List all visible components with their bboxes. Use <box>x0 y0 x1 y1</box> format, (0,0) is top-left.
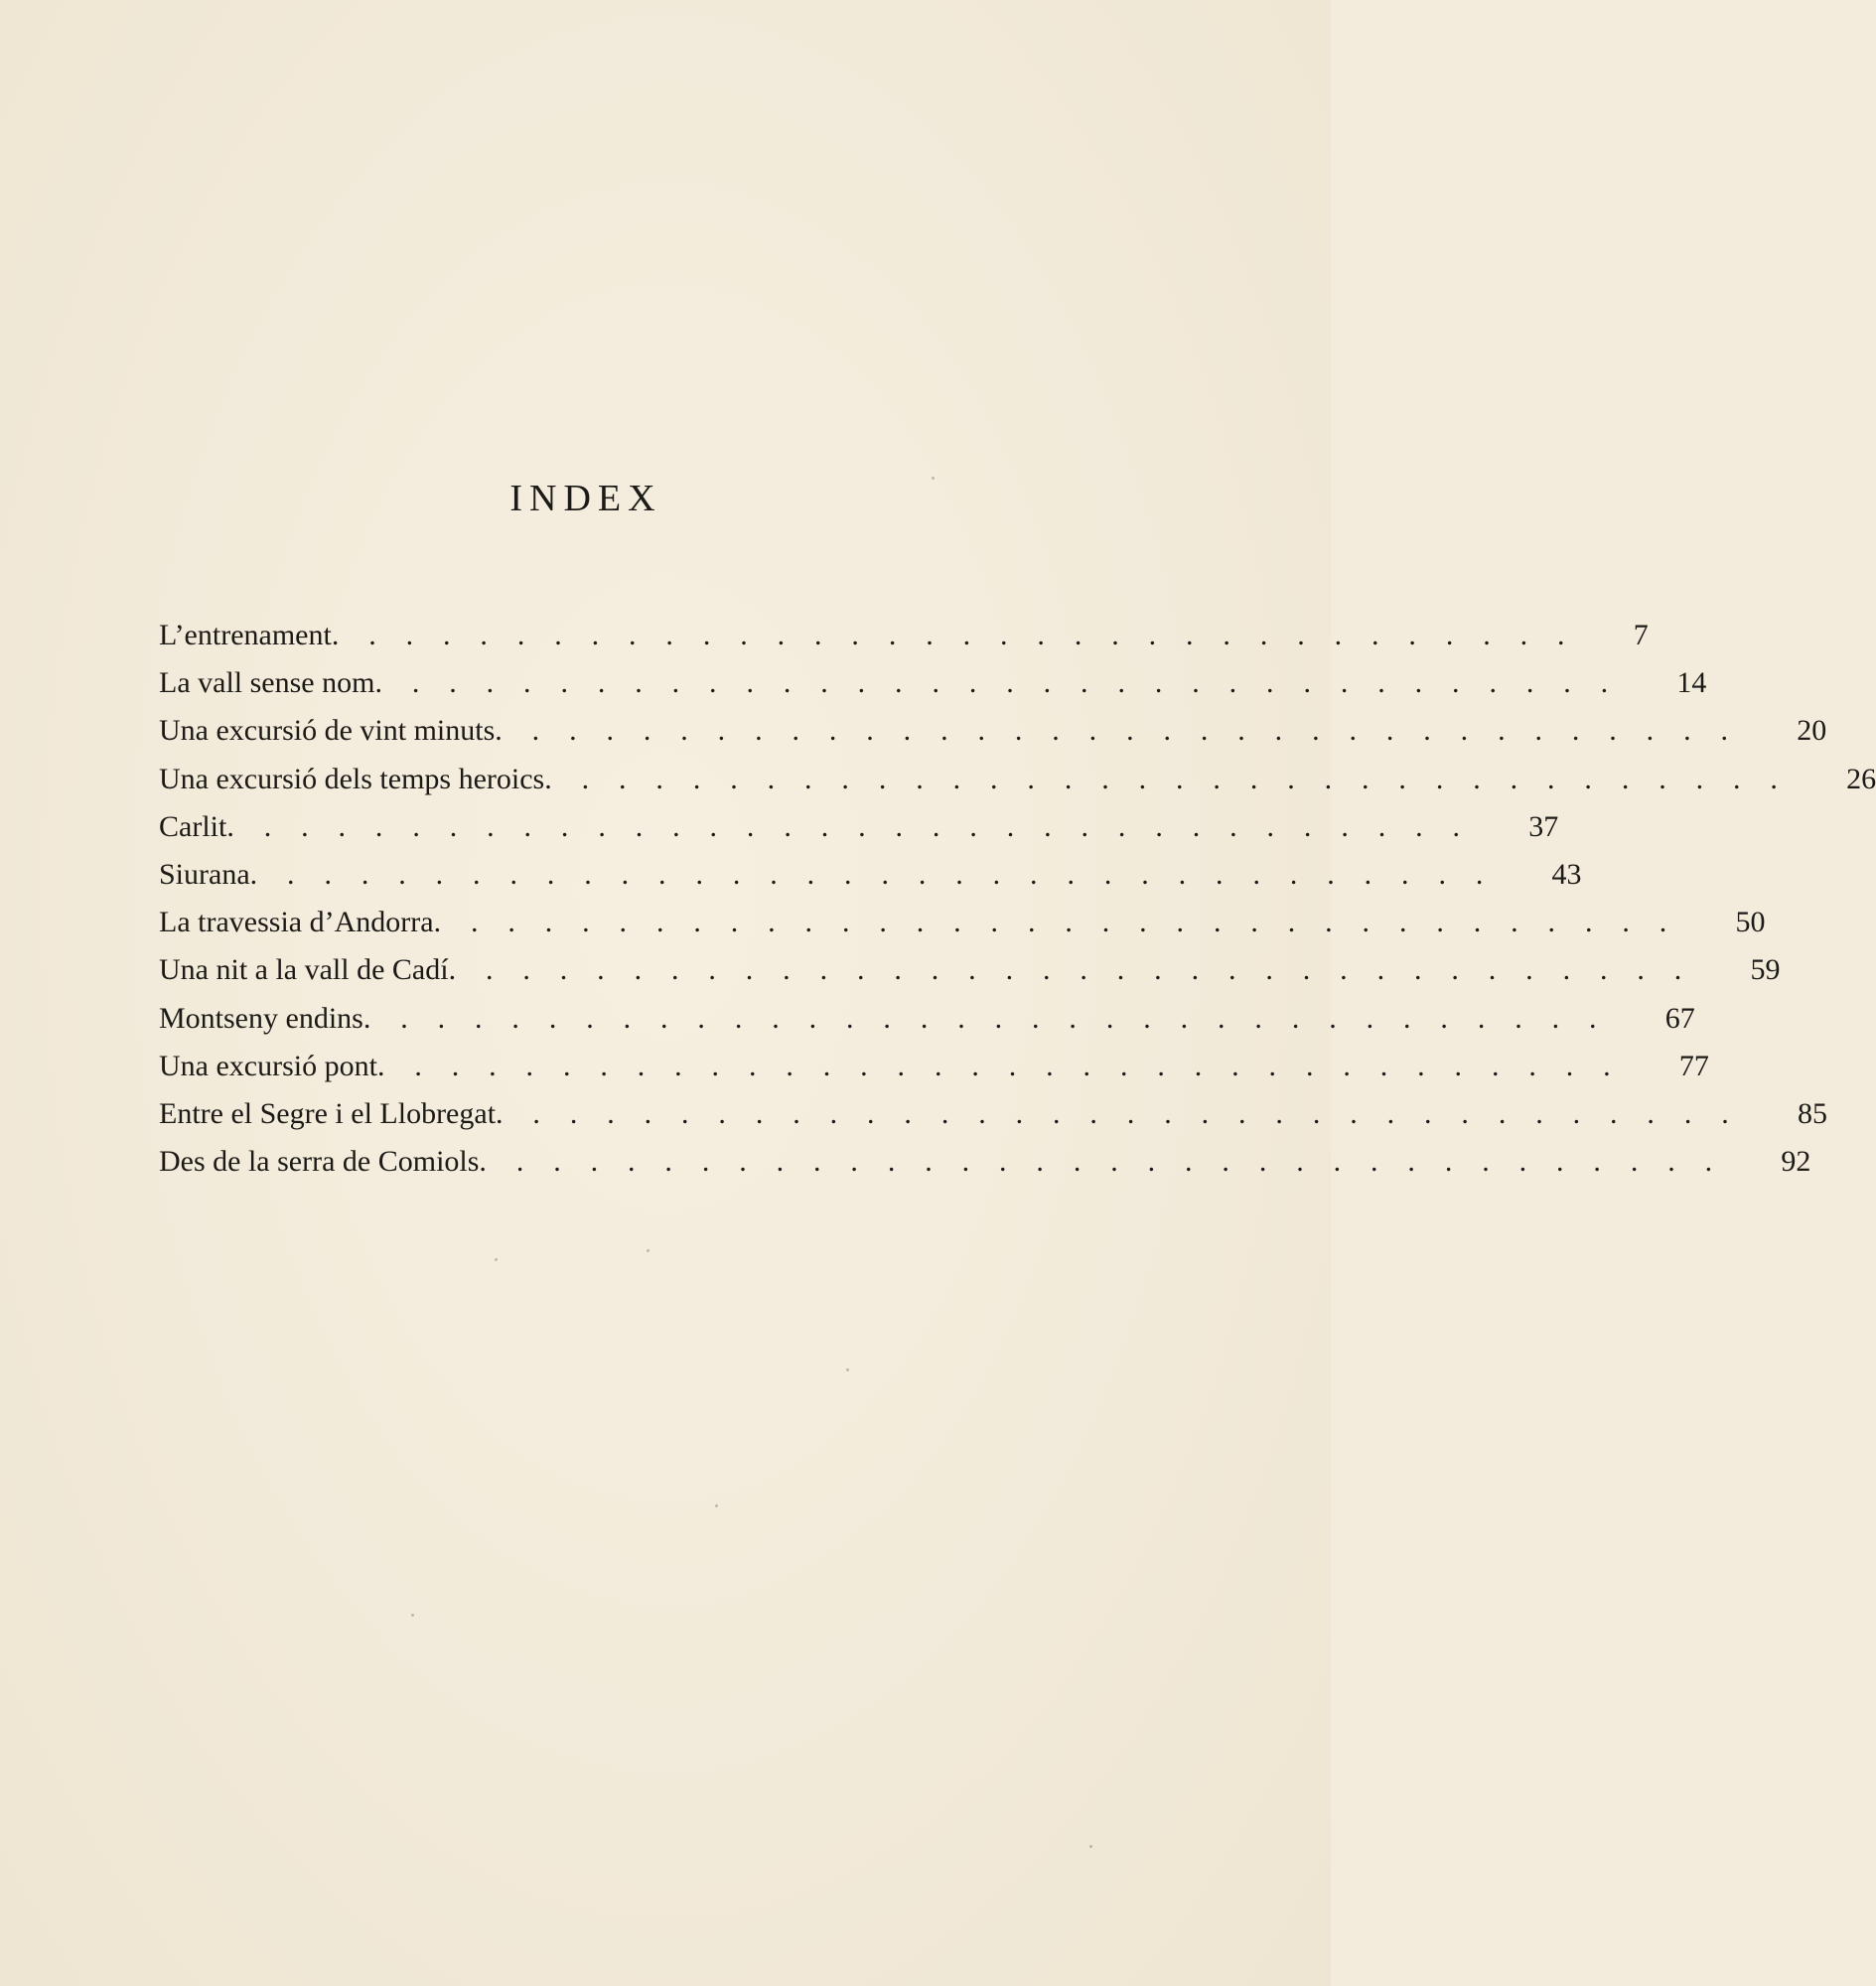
dot-leader: . . . . . . . . . . . . . . . . . . . . . . . . . . . . . . . . . . <box>479 1145 1724 1179</box>
dot-leader: . . . . . . . . . . . . . . . . . . . . . . . . . . . . . . . . . . <box>496 1096 1740 1130</box>
dot-leader: . . . . . . . . . . . . . . . . . . . . . . . . . . . . . . . . . . <box>374 666 1620 700</box>
toc-entry-page: 37 <box>1528 809 1559 843</box>
toc-entry-title: Una excursió de vint minuts <box>159 714 496 748</box>
toc-entry-title: Una nit a la vall de Cadí <box>159 953 449 987</box>
paper-speck <box>495 1258 498 1261</box>
toc-entry-page: 50 <box>1735 906 1766 939</box>
toc-entry[interactable] <box>159 756 1876 803</box>
toc-entry-title: Montseny endins <box>159 1001 363 1035</box>
toc-entry-page: 85 <box>1797 1096 1827 1130</box>
dot-leader: . . . . . . . . . . . . . . . . . . . . . . . . . . . . . . . . . . <box>544 762 1790 795</box>
dot-leader: . . . . . . . . . . . . . . . . . . . . . . . . . . . . . . . . . . <box>226 809 1472 843</box>
dot-leader: . . . . . . . . . . . . . . . . . . . . . . . . . . . . . . . . . . <box>433 906 1678 939</box>
toc-entry[interactable] <box>159 899 1766 946</box>
paper-speck <box>846 1368 849 1371</box>
paper-speck <box>647 1249 649 1252</box>
toc-entry-page: 77 <box>1678 1049 1709 1082</box>
toc-entry-page: 20 <box>1797 714 1827 748</box>
paper-speck <box>715 1504 718 1507</box>
toc-entry[interactable] <box>159 659 1707 707</box>
toc-entry-title: Des de la serra de Comiols <box>159 1145 480 1179</box>
table-of-contents <box>159 612 1876 1186</box>
toc-entry-title: Entre el Segre i el Llobregat <box>159 1096 497 1130</box>
toc-entry-page: 14 <box>1676 666 1707 700</box>
dot-leader: . . . . . . . . . . . . . . . . . . . . . . . . . . . . . . . . . . <box>249 857 1495 891</box>
toc-entry-title: Una excursió pont <box>159 1049 377 1082</box>
paper-speck <box>932 477 935 480</box>
toc-entry-page: 67 <box>1664 1001 1695 1035</box>
toc-entry-title: Una excursió dels temps heroics <box>159 762 545 795</box>
toc-entry-title: La vall sense nom <box>159 666 375 700</box>
dot-leader: . . . . . . . . . . . . . . . . . . . . . . . . . . . . . . . . . . <box>448 953 1693 987</box>
dot-leader: . . . . . . . . . . . . . . . . . . . . . . . . . . . . . . . . . . <box>376 1049 1622 1082</box>
page-title: INDEX <box>509 478 662 519</box>
toc-entry-title: L’entrenament <box>159 619 332 651</box>
paper-speck <box>411 1614 414 1617</box>
toc-entry-title: La travessia d’Andorra <box>159 906 434 939</box>
toc-entry[interactable] <box>159 803 1559 851</box>
toc-entry-title: Carlit <box>159 809 227 843</box>
paper-speck <box>1089 1845 1092 1848</box>
toc-entry-page: 92 <box>1781 1145 1811 1179</box>
toc-entry[interactable] <box>159 851 1582 899</box>
dot-leader: . . . . . . . . . . . . . . . . . . . . . . . . . . . . . . . . . . <box>495 714 1740 748</box>
dot-leader: . . . . . . . . . . . . . . . . . . . . . . . . . . . . . . . . . . <box>362 1001 1608 1035</box>
toc-entry[interactable] <box>159 1090 1827 1138</box>
toc-entry-page: 59 <box>1750 953 1781 987</box>
toc-entry[interactable] <box>159 1043 1709 1090</box>
toc-entry-page: 43 <box>1551 857 1582 891</box>
toc-entry-page: 26 <box>1846 762 1876 795</box>
toc-entry[interactable] <box>159 1138 1811 1186</box>
toc-entry[interactable] <box>159 995 1695 1043</box>
toc-entry[interactable] <box>159 612 1649 659</box>
toc-entry[interactable] <box>159 946 1781 994</box>
toc-entry[interactable] <box>159 707 1827 755</box>
toc-entry-title: Siurana <box>159 857 250 891</box>
toc-entry-page: 7 <box>1633 619 1649 651</box>
dot-leader: . . . . . . . . . . . . . . . . . . . . . . . . . . . . . . . . . . <box>331 619 1576 651</box>
